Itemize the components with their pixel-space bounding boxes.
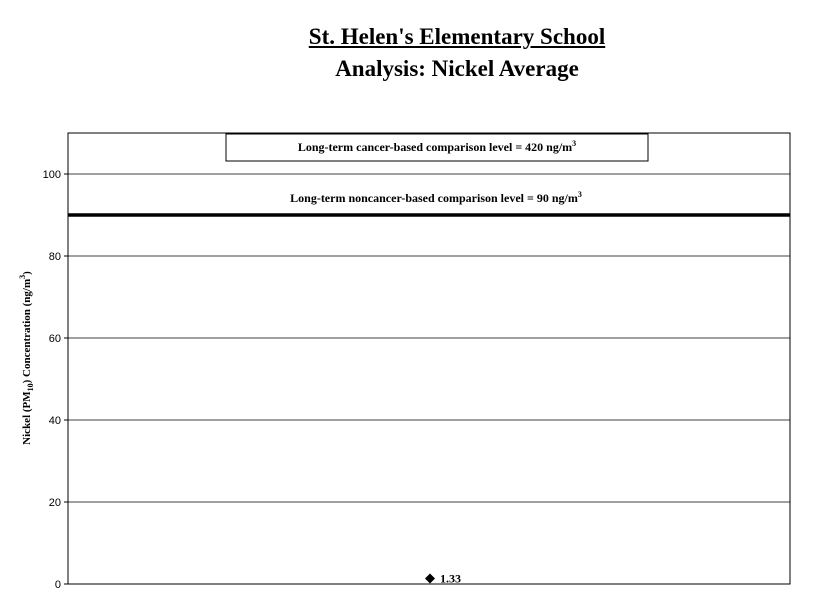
y-axis-label: Nickel $(PM_{10})$ Concentration $(ng/m^3)$ xyxy=(18,271,35,445)
data-label: 1.33 xyxy=(440,571,461,586)
chart-title: St. Helen's Elementary School xyxy=(308,24,606,49)
y-tick-label-100: 100 xyxy=(42,169,61,181)
chart-subtitle: Analysis: Nickel Average xyxy=(335,56,579,81)
cancer-level-annotation: Long-term cancer-based comparison level = 420 $ng/m^3$ xyxy=(297,139,577,154)
noncancer-reference-label: Long-term noncancer-based comparison level = 90 $ng/m^3$ xyxy=(290,190,582,205)
y-tick-label-60: 60 xyxy=(48,333,61,345)
y-tick-label-80: 80 xyxy=(48,251,61,263)
y-tick-label-0: 0 xyxy=(54,579,61,591)
data-point-diamond xyxy=(425,574,435,584)
y-tick-label-40: 40 xyxy=(48,415,61,427)
data-points xyxy=(425,572,461,586)
gridlines xyxy=(68,174,790,502)
y-tick-label-20: 20 xyxy=(48,497,61,509)
y-axis-ticks xyxy=(43,169,68,591)
